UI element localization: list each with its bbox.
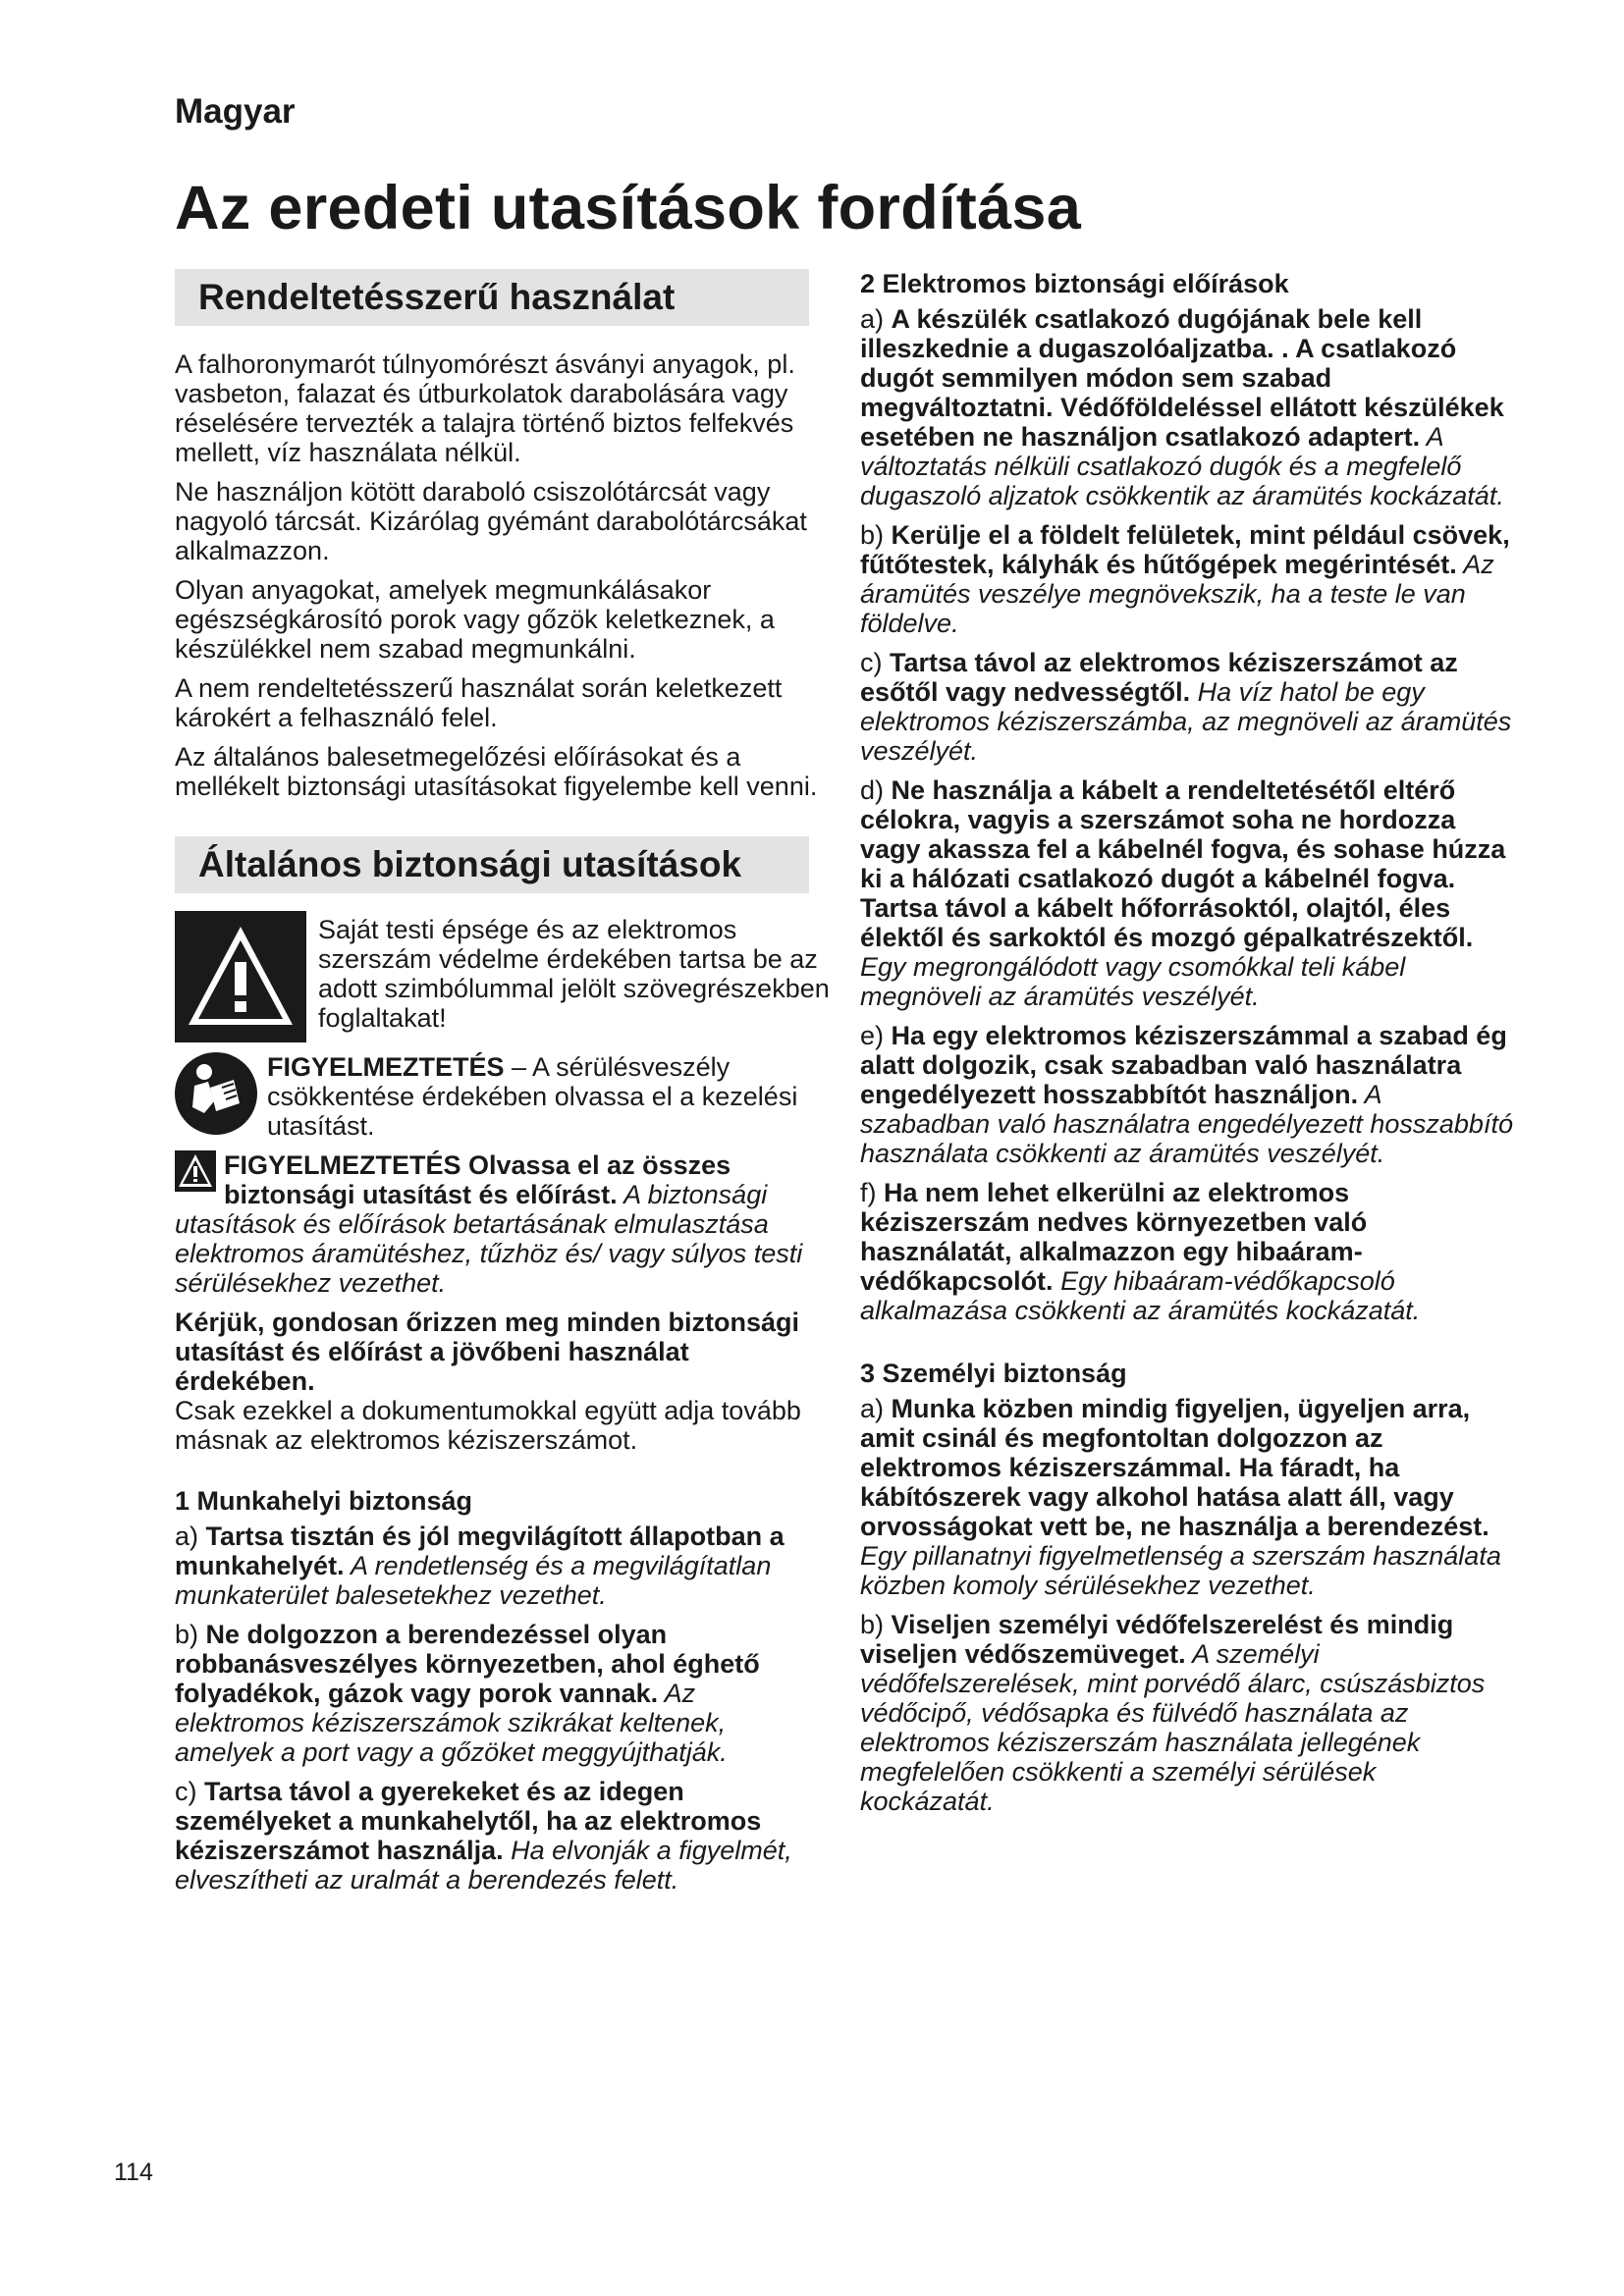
keep-instructions-text: Csak ezekkel a dokumentumokkal együtt adja tovább másnak az elektromos kéziszerszámot.: [175, 1396, 801, 1455]
language-label: Magyar: [175, 92, 296, 131]
workplace-c-italic: Ha elvonják a figyelmét, elveszítheti az uralmát a berendezés felett.: [175, 1836, 792, 1895]
electrical-a-prefix: a): [860, 304, 892, 334]
electrical-e-prefix: e): [860, 1021, 892, 1050]
electrical-c-bold: Tartsa távol az elektromos kéziszerszámot az esőtől vagy nedvességtől.: [860, 648, 1458, 707]
workplace-b-italic: Az elektromos kéziszerszámok szikrákat keltenek, amelyek a port vagy a gőzöket meggyújthatják.: [175, 1679, 728, 1767]
page-title: Az eredeti utasítások fordítása: [175, 174, 1082, 242]
workplace-item-a: [175, 1522, 831, 1610]
personal-item-b: [860, 1610, 1516, 1816]
electrical-d-bold: Ne használja a kábelt a rendeltetésétől eltérő célokra, vagyis a szerszámot soha ne hordozza vagy akassza fel a kábelnél fogva, és sohase húzza ki a hálózati csatlakozó dugót a kábelnél fogva. Tartsa távol a kábelt hőforrásoktól, olajtól, éles élektől és sarkoktól és mozgó gépalkatrészektől.: [860, 775, 1506, 952]
electrical-item-c: [860, 648, 1516, 766]
personal-item-a: [860, 1394, 1516, 1600]
general-safety-heading: Általános biztonsági utasítások: [175, 836, 809, 893]
personal-a-bold: Munka közben mindig figyeljen, ügyeljen arra, amit csinál és megfontoltan dolgozzon az elektromos kéziszerszámmal. Ha fáradt, ha kábítószerek vagy alkohol hatása alatt áll, vagy orvosságokat vett be, ne használja a berendezést.: [860, 1394, 1489, 1541]
warning-read-all: [175, 1150, 831, 1298]
read-manual-note: [175, 1052, 831, 1141]
intended-use-heading: Rendeltetésszerű használat: [175, 269, 809, 326]
electrical-c-prefix: c): [860, 648, 890, 677]
warning-read-all-bold: FIGYELMEZTETÉS Olvassa el az összes biztonsági utasítást és előírást.: [224, 1150, 731, 1209]
keep-instructions-bold: Kérjük, gondosan őrizzen meg minden biztonsági utasítást és előírást a jövőbeni használat érdekében.: [175, 1308, 800, 1396]
read-manual-rest: – A sérülésveszély csökkentése érdekében olvassa el a kezelési utasítást.: [267, 1052, 798, 1141]
electrical-d-prefix: d): [860, 775, 892, 805]
electrical-heading: 2 Elektromos biztonsági előírások: [860, 269, 1289, 298]
read-manual-bold: FIGYELMEZTETÉS: [267, 1052, 505, 1082]
electrical-item-a: [860, 304, 1516, 510]
intended-use-p3: Olyan anyagokat, amelyek megmunkálásakor egészségkárosító porok vagy gőzök keletkeznek, a készülékkel nem szabad megmunkálni.: [175, 575, 775, 664]
personal-a-prefix: a): [860, 1394, 892, 1423]
workplace-a-italic: A rendetlenség és a megvilágítatlan munkaterület balesetekhez vezethet.: [175, 1551, 772, 1610]
personal-b-italic: A személyi védőfelszerelések, mint porvédő álarc, csúszásbiztos védőcipő, védősapka és fülvédő használata az elektromos kéziszerszám használata jellegének megfelelően csökkenti a személyi sérülések kockázatát.: [860, 1639, 1486, 1816]
electrical-f-bold: Ha nem lehet elkerülni az elektromos kéziszerszám nedves környezetben való használatát, alkalmazzon egy hibaáram-védőkapcsolót.: [860, 1178, 1368, 1296]
electrical-f-prefix: f): [860, 1178, 884, 1207]
electrical-e-bold: Ha egy elektromos kéziszerszámmal a szabad ég alatt dolgozik, csak szabadban való használatra engedélyezett hosszabbítót használjon.: [860, 1021, 1507, 1109]
read-manual-text: [267, 1052, 831, 1141]
page-number: 114: [114, 2159, 153, 2186]
workplace-heading: 1 Munkahelyi biztonság: [175, 1486, 473, 1516]
workplace-b-bold: Ne dolgozzon a berendezéssel olyan robbanásveszélyes környezetben, ahol éghető folyadékok, gázok vagy porok vannak.: [175, 1620, 760, 1708]
electrical-item-d: [860, 775, 1516, 1011]
electrical-item-f: [860, 1178, 1516, 1325]
warning-read-all-italic: A biztonsági utasítások és előírások betartásának elmulasztása elektromos áramütéshez, tűzhöz és/ vagy súlyos testi sérülésekhez vezethet.: [175, 1180, 803, 1298]
intended-use-p1: A falhoronymarót túlnyomórészt ásványi anyagok, pl. vasbeton, falazat és útburkolatok darabolására vagy réselésére tervezték a talajra történő biztos felfekvés mellett, víz használata nélkül.: [175, 349, 795, 467]
electrical-item-e: [860, 1021, 1516, 1168]
electrical-b-prefix: b): [860, 520, 892, 550]
electrical-c-italic: Ha víz hatol be egy elektromos kéziszerszámba, az megnöveli az áramütés veszélyét.: [860, 677, 1512, 766]
workplace-a-bold: Tartsa tisztán és jól megvilágított állapotban a munkahelyét.: [175, 1522, 785, 1580]
right-column: [860, 269, 1516, 1826]
read-manual-icon: [175, 1052, 257, 1135]
workplace-c-prefix: c): [175, 1777, 204, 1806]
intended-use-p2: Ne használjon kötött daraboló csiszolótárcsát vagy nagyoló tárcsát. Kizárólag gyémánt darabolótárcsákat alkalmazzon.: [175, 477, 807, 565]
workplace-c-bold: Tartsa távol a gyerekeket és az idegen személyeket a munkahelytől, ha az elektromos kéziszerszámot használja.: [175, 1777, 762, 1865]
workplace-a-prefix: a): [175, 1522, 206, 1551]
electrical-e-italic: A szabadban való használatra engedélyezett hosszabbító használata csökkenti az áramütés veszélyét.: [860, 1080, 1513, 1168]
personal-b-prefix: b): [860, 1610, 892, 1639]
workplace-item-c: [175, 1777, 831, 1895]
electrical-a-italic: A változtatás nélküli csatlakozó dugók és a megfelelő dugaszoló aljzatok csökkentik az áramütés kockázatát.: [860, 422, 1504, 510]
personal-b-bold: Viseljen személyi védőfelszerelést és mindig viseljen védőszemüveget.: [860, 1610, 1454, 1669]
electrical-f-italic: Egy hibaáram-védőkapcsoló alkalmazása csökkenti az áramütés kockázatát.: [860, 1266, 1421, 1325]
workplace-item-b: [175, 1620, 831, 1767]
intended-use-p4: A nem rendeltetésszerű használat során keletkezett károkért a felhasználó felel.: [175, 673, 783, 732]
personal-heading: 3 Személyi biztonság: [860, 1359, 1127, 1388]
warning-triangle-icon: [175, 911, 306, 1042]
electrical-a-bold: A készülék csatlakozó dugójának bele kell illeszkednie a dugaszolóaljzatba. . A csatlakozó dugót semmilyen módon sem szabad megváltoztatni. Védőföldeléssel ellátott készülékek esetében ne használjon csatlakozó adaptert.: [860, 304, 1504, 452]
electrical-item-b: [860, 520, 1516, 638]
electrical-b-italic: Az áramütés veszélye megnövekszik, ha a teste le van földelve.: [860, 550, 1494, 638]
personal-a-italic: Egy pillanatnyi figyelmetlenség a szerszám használata közben komoly sérülésekhez vezethet.: [860, 1541, 1501, 1600]
electrical-d-italic: Egy megrongálódott vagy csomókkal teli kábel megnöveli az áramütés veszélyét.: [860, 952, 1406, 1011]
symbol-note: [175, 911, 831, 1042]
intended-use-p5: Az általános balesetmegelőzési előírásokat és a mellékelt biztonsági utasításokat figyelembe kell venni.: [175, 742, 818, 801]
symbol-note-text: Saját testi épsége és az elektromos szerszám védelme érdekében tartsa be az adott szimbólummal jelölt szövegrészekben foglaltakat!: [318, 915, 830, 1033]
electrical-b-bold: Kerülje el a földelt felületek, mint például csövek, fűtőtestek, kályhák és hűtőgépek megérintését.: [860, 520, 1510, 579]
warning-triangle-small-icon: [175, 1150, 216, 1192]
workplace-b-prefix: b): [175, 1620, 206, 1649]
left-column: [175, 269, 831, 1904]
